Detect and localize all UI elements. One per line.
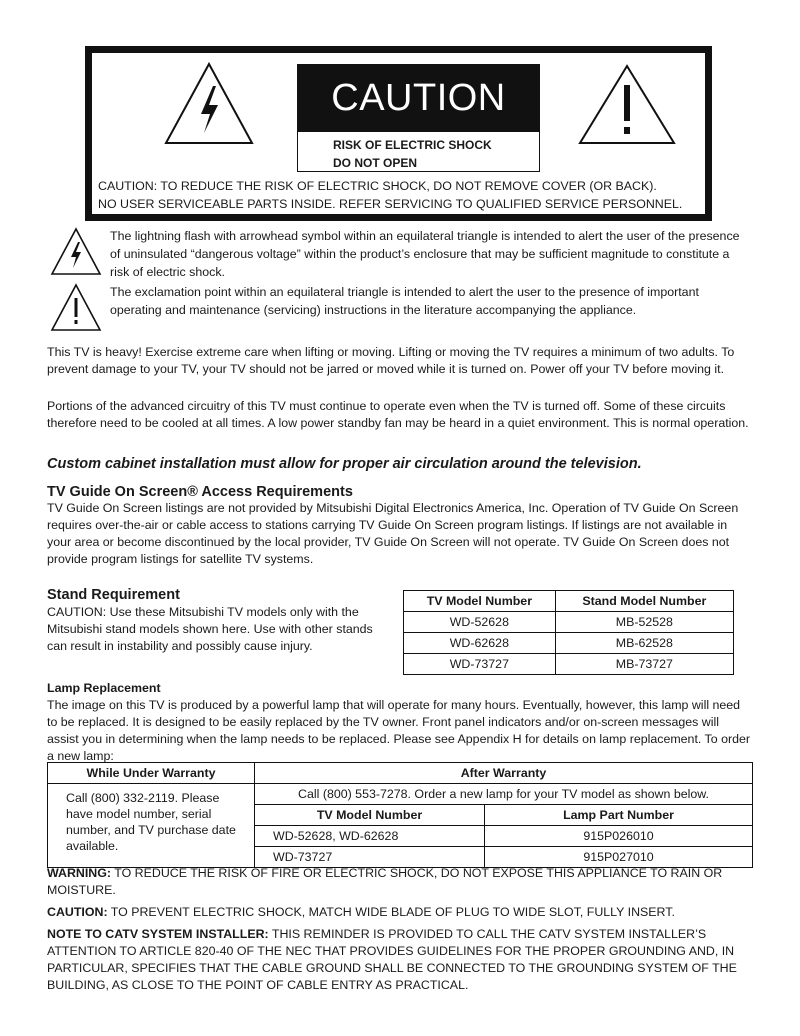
caution-statement-line-2: NO USER SERVICEABLE PARTS INSIDE. REFER SERVICING TO QUALIFIED SERVICE PERSONNEL. — [98, 197, 683, 211]
warning-label: WARNING: — [47, 866, 112, 880]
lamp-part-cell: 915P026010 — [485, 826, 753, 847]
risk-line-1: RISK OF ELECTRIC SHOCK — [333, 138, 492, 152]
stand-body: CAUTION: Use these Mitsubishi TV models only with the Mitsubishi stand models shown here. Use with other stands can result in instability and possibly cause injury. — [47, 605, 373, 653]
catv-text: THIS REMINDER IS PROVIDED TO CALL THE CATV SYSTEM INSTALLER’S ATTENTION TO ARTICLE 820-40 OF THE NEC THAT PROVIDES GUIDELINES FOR THE PROPER GROUNDING AND, IN PARTICULAR, SPECIFIES THAT THE CABLE GROUND SHALL BE CONNECTED TO THE GROUNDING SYSTEM OF THE BUILDING, AS CLOSE TO THE POINT OF CABLE ENTRY AS PRACTICAL. — [47, 927, 737, 992]
lightning-explanation-text: The lightning flash with arrowhead symbol within an equilateral triangle is intended to alert the user of the presence of uninsulated “dangerous voltage” within the product’s enclosure that may be sufficient magnitude to constitute a risk of electric shock. — [110, 229, 740, 279]
lamp-tv-model-cell: WD-52628, WD-62628 — [255, 826, 485, 847]
lamp-col-tv-model: TV Model Number — [255, 805, 485, 826]
lightning-triangle-icon — [50, 227, 102, 277]
caution-label-box — [85, 46, 712, 221]
circuitry-paragraph: Portions of the advanced circuitry of this TV must continue to operate even when the TV is turned off. Some of these circuits therefore need to be cooled at all times. A low power standby fan may be heard in a quiet environment. This is normal operation. — [47, 399, 749, 430]
lamp-body: The image on this TV is produced by a powerful lamp that will operate for many hours. Eventually, however, this lamp will need to be replaced. It is designed to be easily replaced by the TV owner. Front panel indicators and/or on-screen messages will assist you in determining when the lamp needs to be replaced. Please see Appendix H for details on lamp replacement. To order a new lamp: — [47, 698, 751, 763]
warning-text: TO REDUCE THE RISK OF FIRE OR ELECTRIC SHOCK, DO NOT EXPOSE THIS APPLIANCE TO RAIN OR MOISTURE. — [47, 866, 723, 897]
stand-heading: Stand Requirement — [47, 587, 180, 603]
stand-model-table — [403, 590, 734, 675]
exclamation-explanation-text: The exclamation point within an equilateral triangle is intended to alert the user to the presence of important operating and maintenance (servicing) instructions in the literature accompanying the appliance. — [110, 285, 699, 317]
exclamation-triangle-icon — [50, 283, 102, 333]
heavy-tv-paragraph: This TV is heavy! Exercise extreme care when lifting or moving. Lifting or moving the TV requires a minimum of two adults. To prevent damage to your TV, your TV should not be jarred or moved while it is turned on. Power off your TV before moving it. — [47, 345, 735, 376]
stand-col-tv-model: TV Model Number — [404, 591, 556, 612]
lamp-col-warranty: While Under Warranty — [48, 763, 255, 784]
electric-shock-warning-icon — [163, 61, 255, 147]
table-row — [404, 633, 734, 654]
stand-model-cell: MB-52528 — [555, 612, 733, 633]
risk-of-shock-label — [297, 130, 540, 172]
caution-statement-line-1: CAUTION: TO REDUCE THE RISK OF ELECTRIC SHOCK, DO NOT REMOVE COVER (OR BACK). — [98, 179, 657, 193]
tv-guide-heading: TV Guide On Screen® Access Requirements — [47, 484, 353, 500]
tv-model-cell: WD-73727 — [404, 654, 556, 675]
catv-label: NOTE TO CATV SYSTEM INSTALLER: — [47, 927, 269, 941]
lamp-col-part-number: Lamp Part Number — [485, 805, 753, 826]
caution-notice — [47, 904, 759, 921]
lamp-order-table — [47, 762, 753, 868]
caution-label: CAUTION: — [47, 905, 108, 919]
caution-statement — [98, 177, 704, 213]
table-row — [404, 612, 734, 633]
warranty-contact-cell: Call (800) 332-2119. Please have model number, serial number, and TV purchase date available. — [48, 784, 255, 868]
table-row — [404, 654, 734, 675]
lamp-heading: Lamp Replacement — [47, 681, 161, 695]
stand-col-stand-model: Stand Model Number — [555, 591, 733, 612]
lamp-part-cell: 915P027010 — [485, 847, 753, 868]
tv-guide-body: TV Guide On Screen listings are not provided by Mitsubishi Digital Electronics America, Inc. Operation of TV Guide On Screen requires over-the-air or cable access to stations carrying TV Guide On Screen program listings. If listings are not available in your area or become discontinued by the local provider, TV Guide On Screen will not operate. TV Guide On Screen does not provide program listings for satellite TV systems. — [47, 501, 739, 566]
tv-model-cell: WD-62628 — [404, 633, 556, 654]
caution-banner: CAUTION — [297, 64, 540, 132]
after-warranty-contact-cell: Call (800) 553-7278. Order a new lamp for your TV model as shown below. — [255, 784, 753, 805]
warning-notice — [47, 865, 759, 899]
stand-model-cell: MB-62528 — [555, 633, 733, 654]
stand-model-cell: MB-73727 — [555, 654, 733, 675]
exclamation-warning-icon — [577, 63, 677, 147]
tv-model-cell: WD-52628 — [404, 612, 556, 633]
lamp-tv-model-cell: WD-73727 — [255, 847, 485, 868]
catv-notice — [47, 926, 759, 994]
caution-text: TO PREVENT ELECTRIC SHOCK, MATCH WIDE BLADE OF PLUG TO WIDE SLOT, FULLY INSERT. — [107, 905, 675, 919]
cabinet-note: Custom cabinet installation must allow for proper air circulation around the television. — [47, 456, 642, 472]
risk-line-2: DO NOT OPEN — [333, 156, 418, 170]
lamp-col-after-warranty: After Warranty — [255, 763, 753, 784]
